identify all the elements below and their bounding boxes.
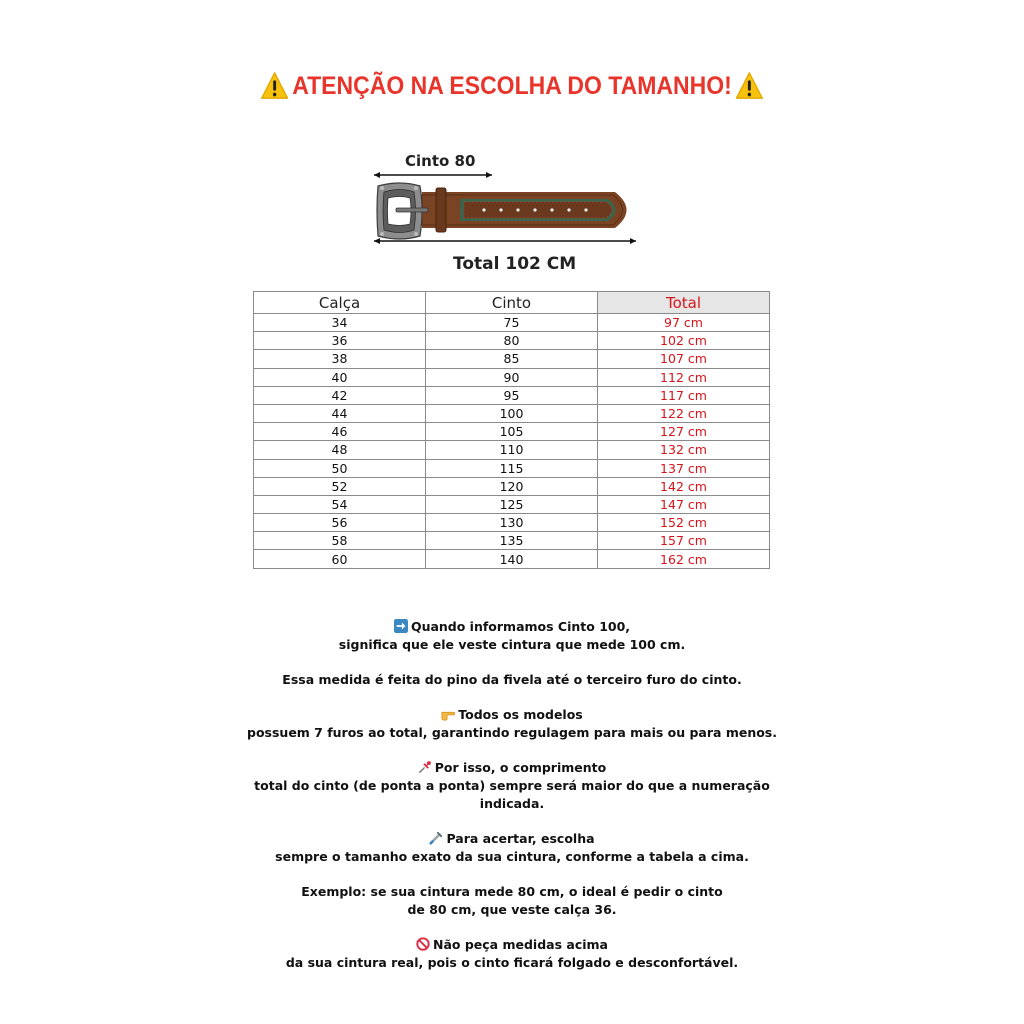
table-row [254,350,770,368]
note-1-line-1: Quando informamos Cinto 100, [410,619,631,634]
belt-size-label: Cinto 80 [405,152,476,170]
note-7-line-1: Não peça medidas acima [433,937,608,952]
cell-cinto: 75 [426,314,598,332]
cell-cinto: 95 [426,386,598,404]
table-row [254,386,770,404]
table-row [254,404,770,422]
note-4-line-3: indicada. [479,796,545,811]
cell-total: 102 cm [598,332,770,350]
cell-cinto: 115 [426,459,598,477]
cell-total: 117 cm [598,386,770,404]
belt-strap [422,188,627,232]
note-7-line-2: da sua cintura real, pois o cinto ficará folgado e desconfortável. [285,955,739,970]
cell-cinto: 125 [426,495,598,513]
cell-cinto: 110 [426,441,598,459]
table-row [254,332,770,350]
cell-calca: 48 [254,441,426,459]
table-row [254,423,770,441]
cell-cinto: 90 [426,368,598,386]
belt-total-label: Total 102 CM [453,254,577,274]
cell-calca: 38 [254,350,426,368]
note-6-line-1: Exemplo: se sua cintura mede 80 cm, o ideal é pedir o cinto [301,884,723,899]
note-7 [160,936,864,972]
cell-total: 157 cm [598,532,770,550]
cell-cinto: 85 [426,350,598,368]
note-4 [160,759,864,813]
table-row [254,368,770,386]
cell-calca: 40 [254,368,426,386]
note-4-line-1: Por isso, o comprimento [434,760,607,775]
cell-calca: 46 [254,423,426,441]
cell-total: 137 cm [598,459,770,477]
cell-calca: 56 [254,514,426,532]
cell-total: 112 cm [598,368,770,386]
cell-total: 97 cm [598,314,770,332]
belt-buckle [377,183,428,239]
table-row [254,495,770,513]
pointing-hand-icon [441,707,455,721]
cell-total: 107 cm [598,350,770,368]
note-5-line-2: sempre o tamanho exato da sua cintura, conforme a tabela a cima. [275,849,749,864]
table-row [254,477,770,495]
arrow-right-icon [394,619,408,633]
note-3 [160,706,864,742]
table-row [254,441,770,459]
note-6-line-2: de 80 cm, que veste calça 36. [407,902,617,917]
cell-calca: 54 [254,495,426,513]
header-cinto: Cinto [426,292,598,314]
table-row [254,459,770,477]
note-1 [160,618,864,654]
note-2 [160,671,864,689]
note-2-line-1: Essa medida é feita do pino da fivela até o terceiro furo do cinto. [282,672,742,687]
prohibited-icon [416,937,430,951]
table-row [254,550,770,568]
note-5-line-1: Para acertar, escolha [446,831,595,846]
cell-total: 147 cm [598,495,770,513]
cell-total: 142 cm [598,477,770,495]
table-row [254,532,770,550]
header-calca: Calça [254,292,426,314]
measuring-tape-icon [429,831,443,845]
cell-total: 132 cm [598,441,770,459]
cell-total: 127 cm [598,423,770,441]
note-4-line-2: total do cinto (de ponta a ponta) sempre será maior do que a numeração [254,778,770,793]
title-text: ATENÇÃO NA ESCOLHA DO TAMANHO! [292,71,732,100]
cell-cinto: 80 [426,332,598,350]
cell-cinto: 120 [426,477,598,495]
note-1-line-2: significa que ele veste cintura que mede 100 cm. [338,637,686,652]
cell-calca: 34 [254,314,426,332]
cell-cinto: 100 [426,404,598,422]
cell-total: 152 cm [598,514,770,532]
belt-total-arrow [374,238,636,244]
table-row [254,514,770,532]
warning-icon [261,71,289,101]
size-table [253,291,770,569]
cell-calca: 50 [254,459,426,477]
cell-calca: 52 [254,477,426,495]
size-notes [160,618,864,989]
cell-total: 162 cm [598,550,770,568]
table-row [254,314,770,332]
note-5 [160,830,864,866]
cell-cinto: 130 [426,514,598,532]
belt-length-arrow [374,172,492,178]
cell-calca: 58 [254,532,426,550]
cell-cinto: 105 [426,423,598,441]
page-title [41,68,983,104]
table-header-row [254,292,770,314]
cell-cinto: 140 [426,550,598,568]
table-body [254,314,770,569]
pushpin-icon [418,760,432,774]
header-total: Total [598,292,770,314]
note-3-line-2: possuem 7 furos ao total, garantindo regulagem para mais ou para menos. [247,725,777,740]
cell-calca: 36 [254,332,426,350]
warning-icon [735,71,763,101]
cell-calca: 60 [254,550,426,568]
cell-total: 122 cm [598,404,770,422]
note-6 [160,883,864,919]
note-3-line-1: Todos os modelos [458,707,583,722]
cell-calca: 44 [254,404,426,422]
cell-calca: 42 [254,386,426,404]
cell-cinto: 135 [426,532,598,550]
